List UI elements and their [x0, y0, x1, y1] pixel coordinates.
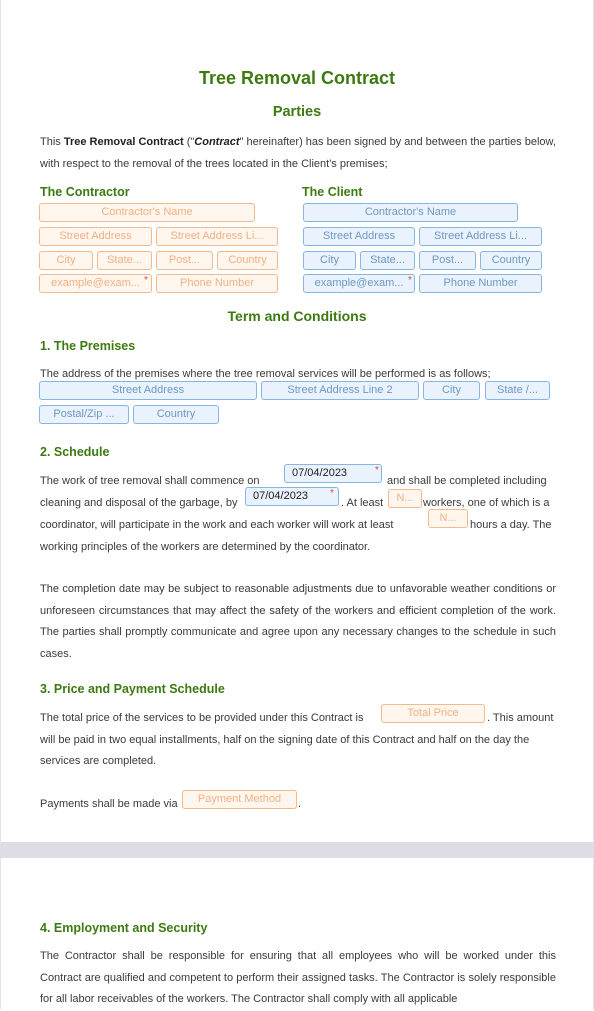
schedule-text-7: hours a day. The: [470, 519, 552, 531]
intro-line-2: with respect to the removal of the trees located in the Client's premises;: [40, 158, 388, 170]
premises-street2-field[interactable]: Street Address Line 2: [261, 381, 419, 400]
client-heading: The Client: [302, 185, 363, 199]
employment-paragraph: The Contractor shall be responsible for ensuring that all employees who will be worked under this Contract are qualified and competent to perform their assigned tasks. The Contractor is solely responsible for all labor receivables of the workers. The Contractor shall comply with all applicable: [40, 950, 556, 1006]
page-separator: [0, 842, 594, 858]
schedule-paragraph-2: The completion date may be subject to reasonable adjustments due to unfavorable weather conditions or unforeseen circumstances that may affect the safety of the workers and efficient completion of the work. The parties shall promptly communicate and agree upon any necessary changes to the schedule in such cases.: [40, 583, 556, 660]
price-text-3: will be paid in two equal installments, half on the signing date of this Contract and half on the day the: [40, 734, 530, 746]
contractor-email-field[interactable]: example@exam...: [39, 274, 152, 293]
required-mark: *: [330, 488, 334, 499]
contractor-postal-field[interactable]: Post...: [156, 251, 213, 270]
contractor-name-field[interactable]: Contractor's Name: [39, 203, 255, 222]
premises-street-field[interactable]: Street Address: [39, 381, 257, 400]
workers-count-field[interactable]: N...: [388, 489, 422, 508]
contractor-heading: The Contractor: [40, 185, 130, 199]
employment-heading: 4. Employment and Security: [40, 921, 208, 935]
client-city-field[interactable]: City: [303, 251, 356, 270]
client-email-field[interactable]: example@exam...: [303, 274, 415, 293]
premises-postal-field[interactable]: Postal/Zip ...: [39, 405, 129, 424]
premises-country-field[interactable]: Country: [133, 405, 219, 424]
premises-text: The address of the premises where the tree removal services will be performed is as follows;: [40, 368, 491, 380]
premises-heading: 1. The Premises: [40, 339, 136, 353]
price-heading: 3. Price and Payment Schedule: [40, 682, 225, 696]
schedule-text-6: coordinator, will participate in the work and each worker will work at least: [40, 519, 394, 531]
document-title: Tree Removal Contract: [198, 68, 396, 88]
contractor-phone-field[interactable]: Phone Number: [156, 274, 278, 293]
payment-text-end: .: [298, 798, 302, 810]
contractor-street2-field[interactable]: Street Address Li...: [156, 227, 278, 246]
price-text-2: . This amount: [487, 712, 554, 724]
contractor-country-field[interactable]: Country: [217, 251, 278, 270]
contractor-city-field[interactable]: City: [39, 251, 93, 270]
contractor-state-field[interactable]: State...: [97, 251, 152, 270]
client-street2-field[interactable]: Street Address Li...: [419, 227, 542, 246]
client-postal-field[interactable]: Post...: [419, 251, 476, 270]
required-mark: *: [144, 275, 148, 286]
schedule-text-1: The work of tree removal shall commence on: [40, 475, 260, 487]
payment-method-field[interactable]: Payment Method: [182, 790, 297, 809]
schedule-text-8: working principles of the workers are determined by the coordinator.: [40, 541, 371, 553]
intro-line-1: This Tree Removal Contract ("Contract" hereinafter) has been signed by and between the parties below,: [40, 136, 556, 148]
client-street-field[interactable]: Street Address: [303, 227, 415, 246]
schedule-text-5: workers, one of which is a: [423, 497, 550, 509]
schedule-text-2: and shall be completed including: [387, 475, 547, 487]
hours-per-day-field[interactable]: N...: [428, 509, 468, 528]
required-mark: *: [408, 275, 412, 286]
terms-heading: Term and Conditions: [227, 308, 367, 324]
premises-state-field[interactable]: State /...: [485, 381, 550, 400]
price-text-1: The total price of the services to be provided under this Contract is: [40, 712, 364, 724]
client-country-field[interactable]: Country: [480, 251, 542, 270]
schedule-heading: 2. Schedule: [40, 445, 110, 459]
client-name-field[interactable]: Contractor's Name: [303, 203, 518, 222]
total-price-field[interactable]: Total Price: [381, 704, 485, 723]
price-text-4: services are completed.: [40, 755, 157, 767]
start-date-field[interactable]: 07/04/2023: [284, 464, 382, 483]
schedule-text-3: cleaning and disposal of the garbage, by: [40, 497, 238, 509]
parties-heading: Parties: [272, 104, 322, 120]
required-mark: *: [375, 465, 379, 476]
payment-text: Payments shall be made via: [40, 798, 178, 810]
client-state-field[interactable]: State...: [360, 251, 415, 270]
client-phone-field[interactable]: Phone Number: [419, 274, 542, 293]
premises-city-field[interactable]: City: [423, 381, 480, 400]
end-date-field[interactable]: 07/04/2023: [245, 487, 339, 506]
schedule-text-4: . At least: [341, 497, 384, 509]
contractor-street-field[interactable]: Street Address: [39, 227, 152, 246]
